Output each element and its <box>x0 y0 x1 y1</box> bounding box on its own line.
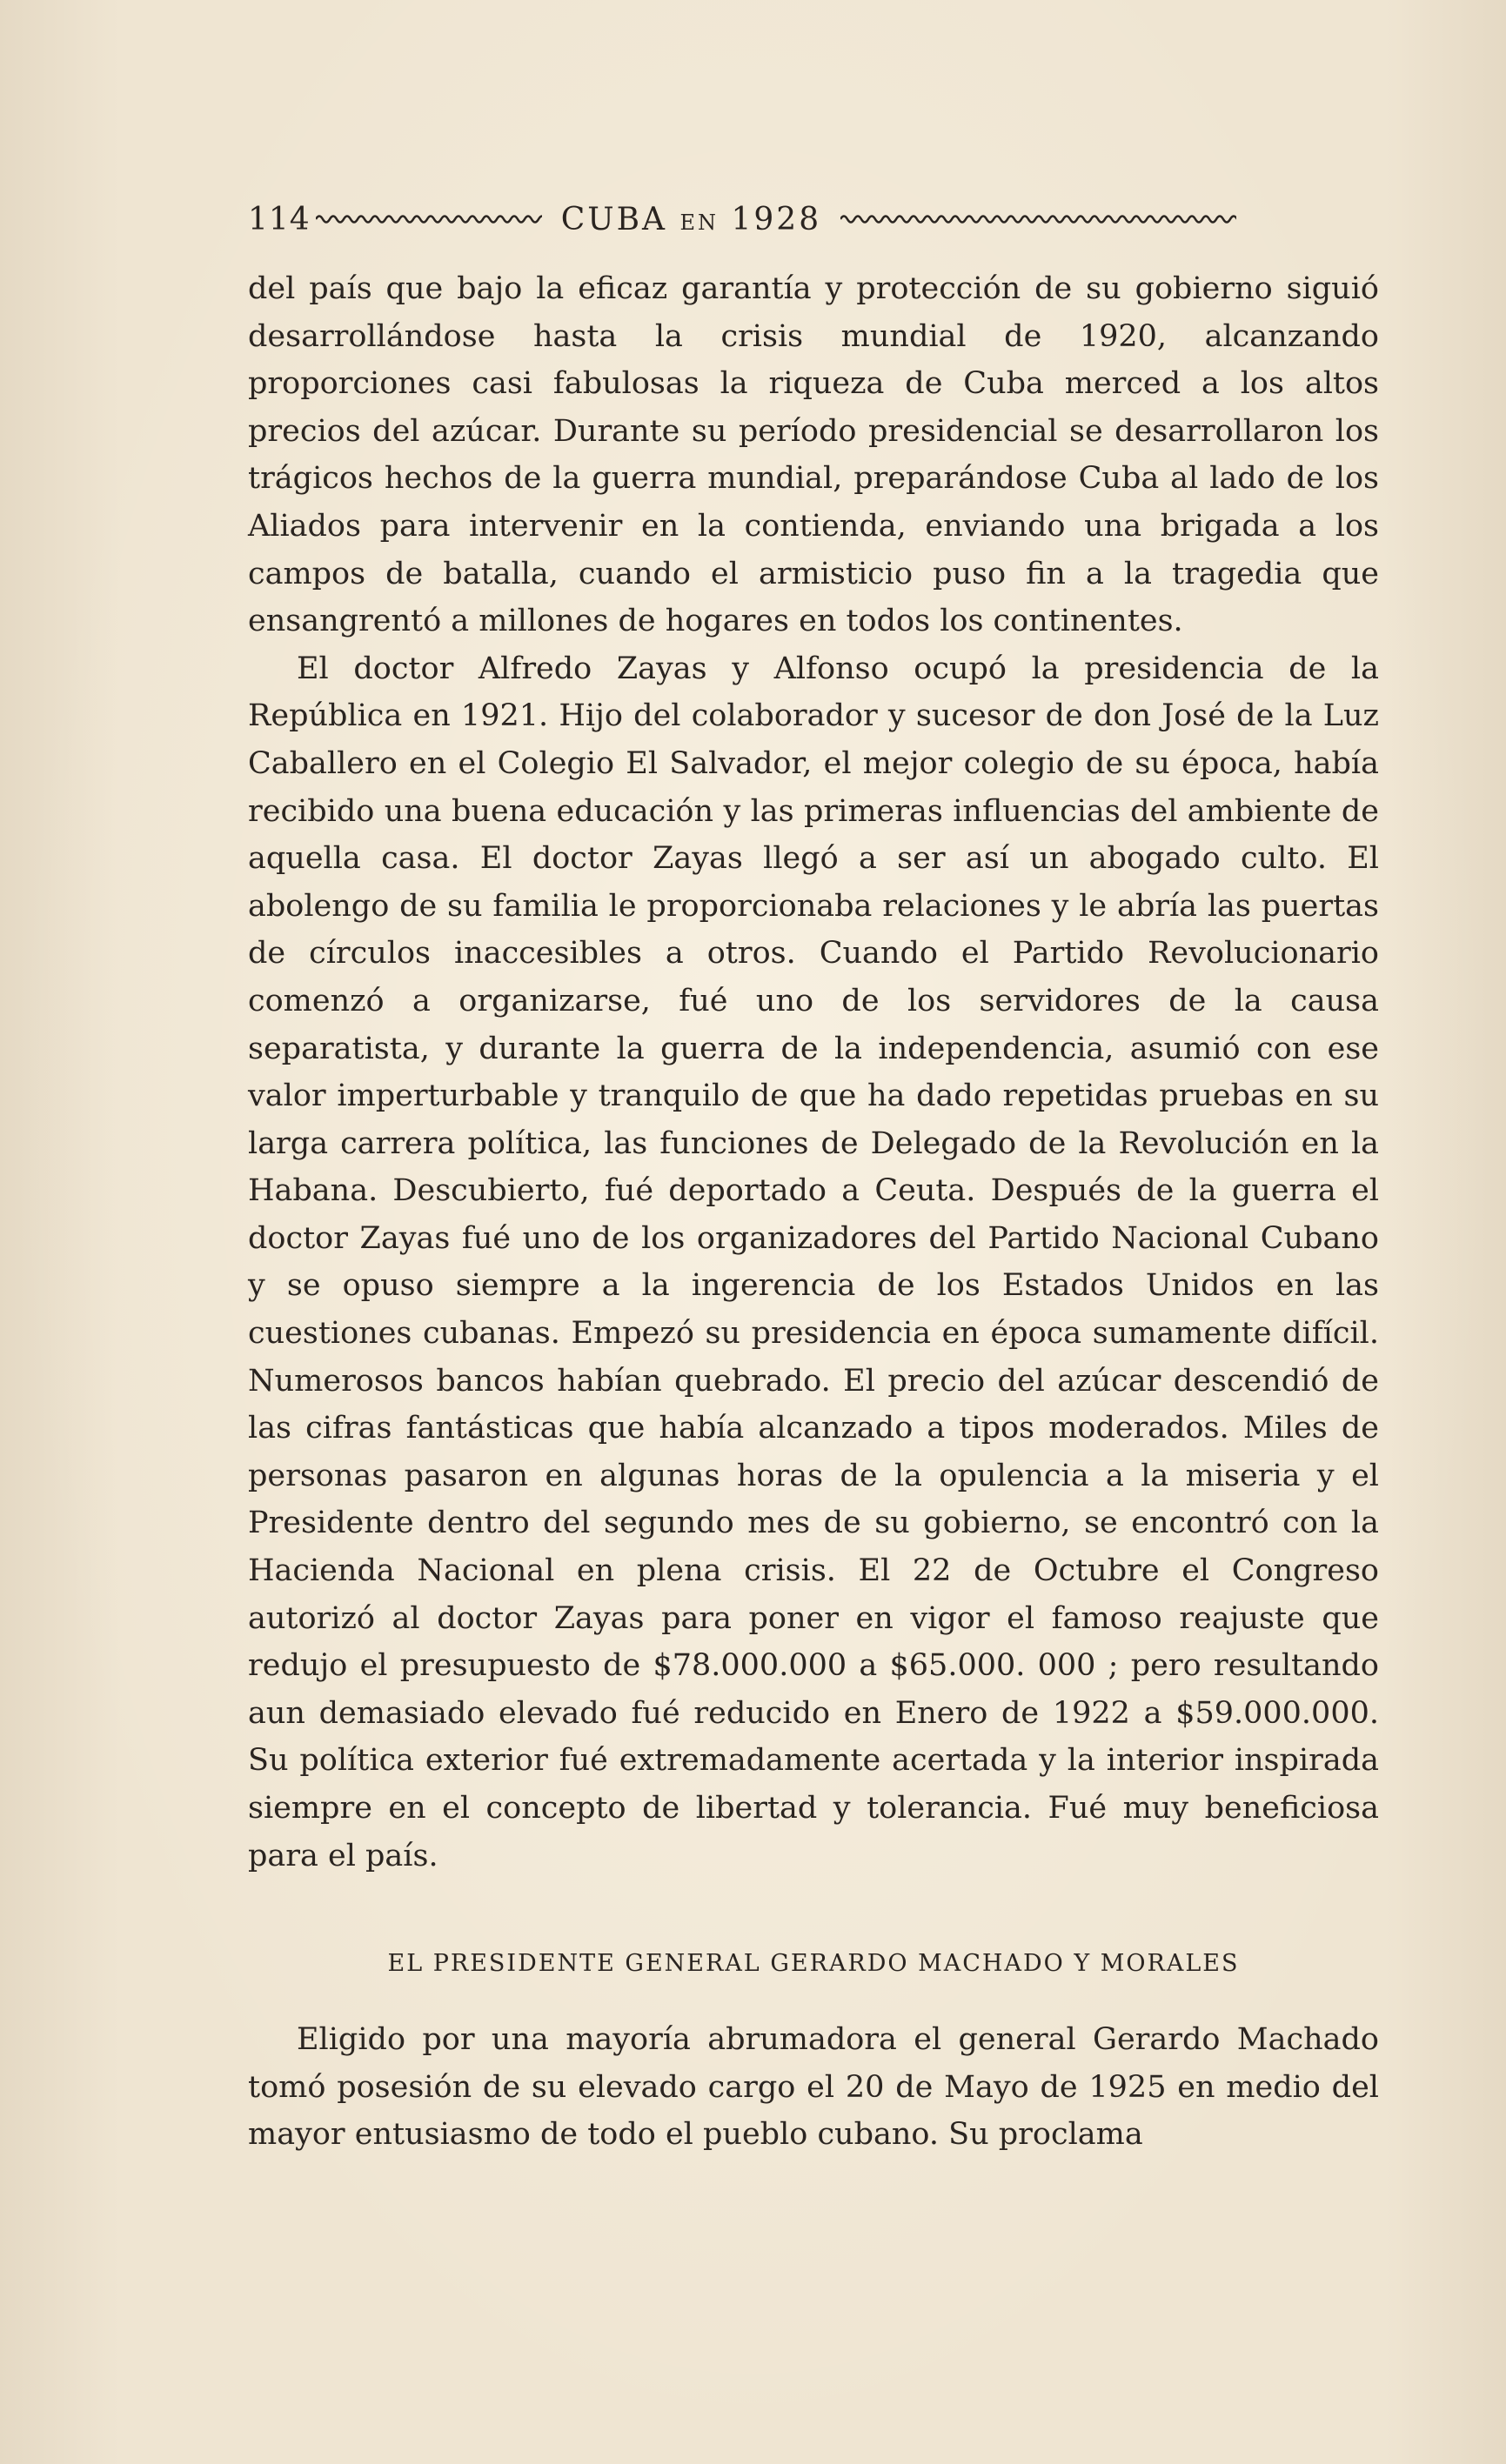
page-number: 114 <box>248 201 311 237</box>
wavy-ornament-right <box>840 211 1236 227</box>
running-header <box>248 193 1379 245</box>
section-heading: EL PRESIDENTE GENERAL GERARDO MACHADO Y MORALES <box>387 1950 1240 1977</box>
paragraph-continuation: del país que bajo la eficaz garantía y protección de su gobierno siguió desarrollándose hasta la crisis mundial de 1920, alcanzando proporciones casi fabulosas la riqueza de Cuba merced a los altos precios del azúcar. Durante su período presidencial se desarrollaron los trágicos hechos de la guerra mundial, preparándose Cuba al lado de los Aliados para intervenir en la contienda, enviando una brigada a los campos de batalla, cuando el armisticio puso fin a la tragedia que ensangrentó a millones de hogares en todos los continentes. <box>248 271 1379 639</box>
wavy-ornament-left <box>316 211 542 227</box>
main-text <box>248 265 1379 1880</box>
paragraph-zayas: El doctor Alfredo Zayas y Alfonso ocupó la presidencia de la República en 1921. Hijo del colaborador y sucesor de don José de la Luz Caballero en el Colegio El Salvador, el mejor colegio de su época, había recibido una buena educación y las primeras influencias del ambiente de aquella casa. El doctor Zayas llegó a ser así un abogado culto. El abolengo de su familia le proporcionaba relaciones y le abría las puertas de círculos inaccesibles a otros. Cuando el Partido Revolucionario comenzó a organizarse, fué uno de los servidores de la causa separatista, y durante la guerra de la independencia, asumió con ese valor imperturbable y tranquilo de que ha dado repetidas pruebas en su larga carrera política, las funciones de Delegado de la Revolución en la Habana. Descubierto, fué deportado a Ceuta. Después de la guerra el doctor Zayas fué uno de los organizadores del Partido Nacional Cubano y se opuso siempre a la ingerencia de los Estados Unidos en las cuestiones cubanas. Empezó su presidencia en época sumamente difícil. Numerosos bancos habían quebrado. El precio del azúcar descendió de las cifras fantásticas que había alcanzado a tipos moderados. Miles de personas pasaron en algunas horas de la opulencia a la miseria y el Presidente dentro del segundo mes de su gobierno, se encontró con la Hacienda Nacional en plena crisis. El 22 de Octubre el Congreso autorizó al doctor Zayas para poner en vigor el famoso reajuste que redujo el presupuesto de $78.000.000 a $65.000. 000 ; pero resultando aun demasiado elevado fué reducido en Enero de 1922 a $59.000.000. Su política exterior fué extremadamente acertada y la interior inspirada siempre en el concepto de libertad y tolerancia. Fué muy beneficiosa para el país. <box>248 651 1379 1873</box>
running-title <box>561 202 821 237</box>
paragraph-machado: Eligido por una mayoría abrumadora el general Gerardo Machado tomó posesión de su elevado cargo el 20 de Mayo de 1925 en medio del mayor entusiasmo de todo el pueblo cubano. Su proclama <box>248 2022 1379 2153</box>
running-title-year: 1928 <box>731 201 822 237</box>
running-title-main: CUBA <box>560 201 668 237</box>
running-title-small: EN <box>679 210 720 235</box>
section-text <box>248 2016 1379 2159</box>
